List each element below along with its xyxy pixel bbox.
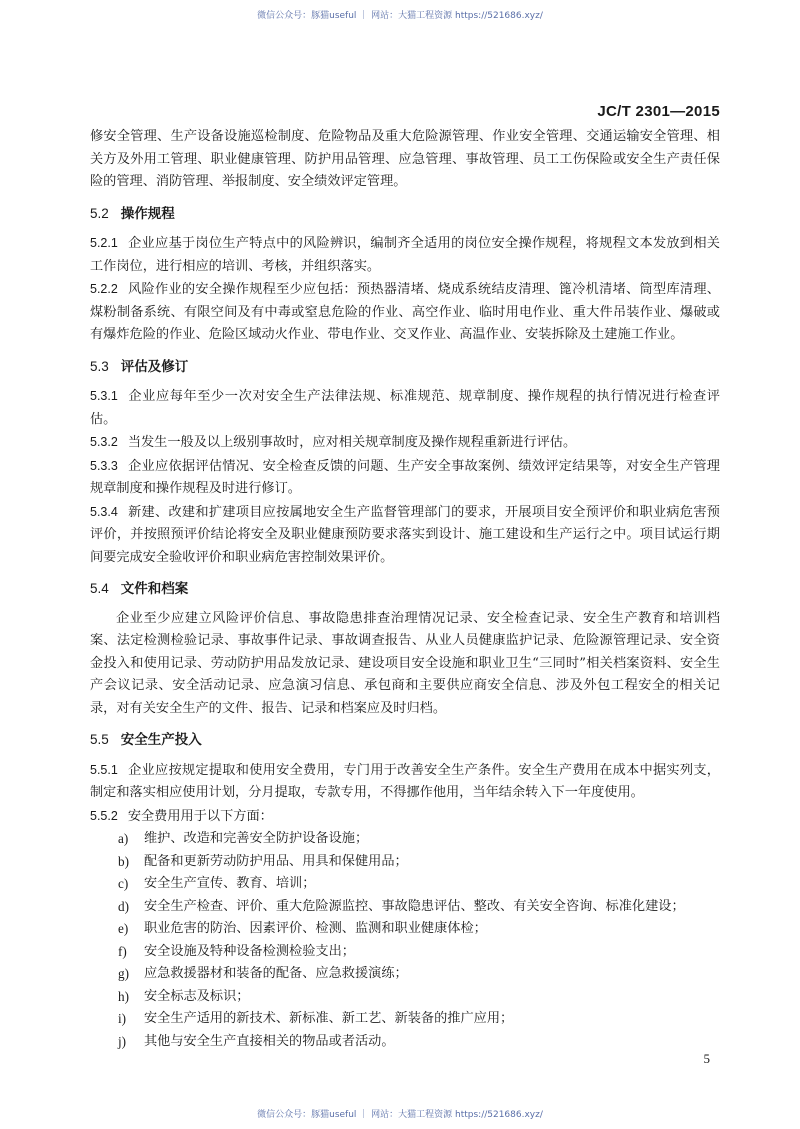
section-heading-5-2 (90, 203, 720, 226)
list-item-text: 维护、改造和完善安全防护设备设施； (144, 831, 369, 846)
clause-text: 企业应依据评估情况、安全检查反馈的问题、生产安全事故案例、绩效评定结果等，对安全生产管理规章制度和操作规程及时进行修订。 (90, 458, 720, 496)
list-item (118, 873, 720, 896)
clause-text: 当发生一般及以上级别事故时，应对相关规章制度及操作规程重新进行评估。 (127, 435, 577, 450)
watermark-top: 微信公众号：豚猫useful ｜ 网站：大猫工程资源 https://521686.xyz/ (257, 11, 543, 21)
clause-5-2-1 (90, 232, 720, 278)
section-number: 5.2 (90, 205, 109, 221)
section-number: 5.5 (90, 732, 109, 747)
list-item-label: c) (118, 876, 129, 891)
list-item-label: j) (118, 1033, 127, 1049)
clause-5-3-2 (90, 431, 720, 455)
list-item-label: f) (118, 943, 127, 959)
list-item (118, 851, 720, 874)
list-item (118, 941, 720, 964)
list-item (118, 986, 720, 1009)
list-item-text: 安全生产宣传、教育、培训； (144, 876, 316, 891)
clause-number: 5.5.2 (90, 808, 118, 823)
page-number: 5 (703, 1051, 710, 1066)
clause-number: 5.3.2 (90, 435, 118, 449)
clause-number: 5.3.1 (90, 389, 118, 403)
clause-number: 5.3.3 (90, 458, 118, 473)
clause-number: 5.2.2 (90, 282, 118, 296)
clause-text: 风险作业的安全操作规程至少应包括：预热器清堵、烧成系统结皮清理、篦冷机清堵、筒型库清理、煤粉制备系统、有限空间及有中毒或窒息危险的作业、高空作业、临时用电作业、重大件吊装作业、爆破或有爆炸危险的作业、危险区域动火作业、带电作业、交叉作业、高温作业、安装拆除及土建施工作业。 (90, 282, 720, 342)
section-heading-5-5 (90, 729, 720, 752)
clause-number: 5.3.4 (90, 504, 118, 519)
list-item-text: 应急救援器材和装备的配备、应急救援演练； (144, 966, 408, 981)
list-item (118, 1008, 720, 1031)
section-number: 5.4 (90, 581, 109, 596)
watermark-bottom: 微信公众号：豚猫useful ｜ 网站：大猫工程资源 https://521686.xyz/ (257, 1110, 543, 1120)
list-item-label: g) (118, 966, 129, 981)
clause-5-5-1 (90, 759, 720, 805)
clause-number: 5.5.1 (90, 762, 118, 777)
list-item-label: d) (118, 898, 129, 914)
clause-5-4-text: 企业至少应建立风险评价信息、事故隐患排查治理情况记录、安全检查记录、安全生产教育和培训档案、法定检测检验记录、事故事件记录、事故调查报告、从业人员健康监护记录、危险源管理记录、安全资金投入和使用记录、劳动防护用品发放记录、建设项目安全设施和职业卫生“三同时”相关档案资料、安全生产会议记录、安全活动记录、应急演习信息、承包商和主要供应商安全信息、涉及外包工程安全的相关记录，对有关安全生产的文件、报告、记录和档案应及时归档。 (90, 610, 720, 716)
document-body (90, 126, 720, 1053)
list-item-text: 配备和更新劳动防护用品、用具和保健用品； (144, 853, 408, 869)
list-item-text: 安全设施及特种设备检测检验支出； (144, 943, 355, 959)
list-item (118, 963, 720, 986)
section-title: 操作规程 (120, 205, 175, 222)
clause-5-3-1 (90, 385, 720, 431)
list-item-label: i) (118, 1011, 127, 1026)
section-heading-5-4 (90, 578, 720, 601)
list-item-text: 安全标志及标识； (144, 988, 250, 1004)
clause-text: 企业应按规定提取和使用安全费用，专门用于改善安全生产条件。安全生产费用在成本中据实列支，制定和落实相应使用计划，分月提取，专款专用，不得挪作他用，当年结余转入下一年度使用。 (90, 762, 720, 800)
clause-text: 新建、改建和扩建项目应按属地安全生产监督管理部门的要求，开展项目安全预评价和职业病危害预评价，并按照预评价结论将安全及职业健康预防要求落实到设计、施工建设和生产运行之中。项目试运行期间要完成安全验收评价和职业病危害控制效果评价。 (90, 504, 720, 565)
clause-text: 企业应每年至少一次对安全生产法律法规、标准规范、规章制度、操作规程的执行情况进行检查评估。 (90, 389, 720, 427)
list-item-text: 其他与安全生产直接相关的物品或者活动。 (144, 1033, 395, 1049)
clause-5-3-4 (90, 501, 720, 570)
section-title: 文件和档案 (120, 581, 189, 597)
list-item-label: e) (118, 921, 129, 936)
list-item (118, 896, 720, 919)
list-item-text: 职业危害的防治、因素评价、检测、监测和职业健康体检； (144, 921, 487, 936)
list-item-label: b) (118, 853, 129, 869)
list-item-label: h) (118, 988, 129, 1004)
list-item (118, 828, 720, 851)
expense-items-list (90, 828, 720, 1053)
clause-text: 安全费用用于以下方面： (127, 808, 273, 824)
section-heading-5-3 (90, 356, 720, 379)
intro-paragraph: 修安全管理、生产设备设施巡检制度、危险物品及重大危险源管理、作业安全管理、交通运输安全管理、相关方及外用工管理、职业健康管理、防护用品管理、应急管理、事故管理、员工工伤保险或安全生产责任保险的管理、消防管理、举报制度、安全绩效评定管理。 (90, 129, 720, 189)
standard-code: JC/T 2301—2015 (597, 103, 720, 120)
clause-5-5-2 (90, 805, 720, 829)
section-title: 评估及修订 (120, 358, 189, 375)
list-item-text: 安全生产适用的新技术、新标准、新工艺、新装备的推广应用； (144, 1011, 514, 1026)
section-number: 5.3 (90, 358, 109, 374)
list-item-text: 安全生产检查、评价、重大危险源监控、事故隐患评估、整改、有关安全咨询、标准化建设； (144, 898, 685, 914)
list-item-label: a) (118, 831, 129, 846)
section-title: 安全生产投入 (120, 732, 202, 748)
clause-text: 企业应基于岗位生产特点中的风险辨识，编制齐全适用的岗位安全操作规程，将规程文本发放到相关工作岗位，进行相应的培训、考核，并组织落实。 (90, 236, 720, 274)
clause-5-3-3 (90, 455, 720, 501)
list-item (118, 918, 720, 941)
clause-number: 5.2.1 (90, 236, 118, 250)
list-item (118, 1031, 720, 1054)
clause-5-2-2 (90, 278, 720, 347)
